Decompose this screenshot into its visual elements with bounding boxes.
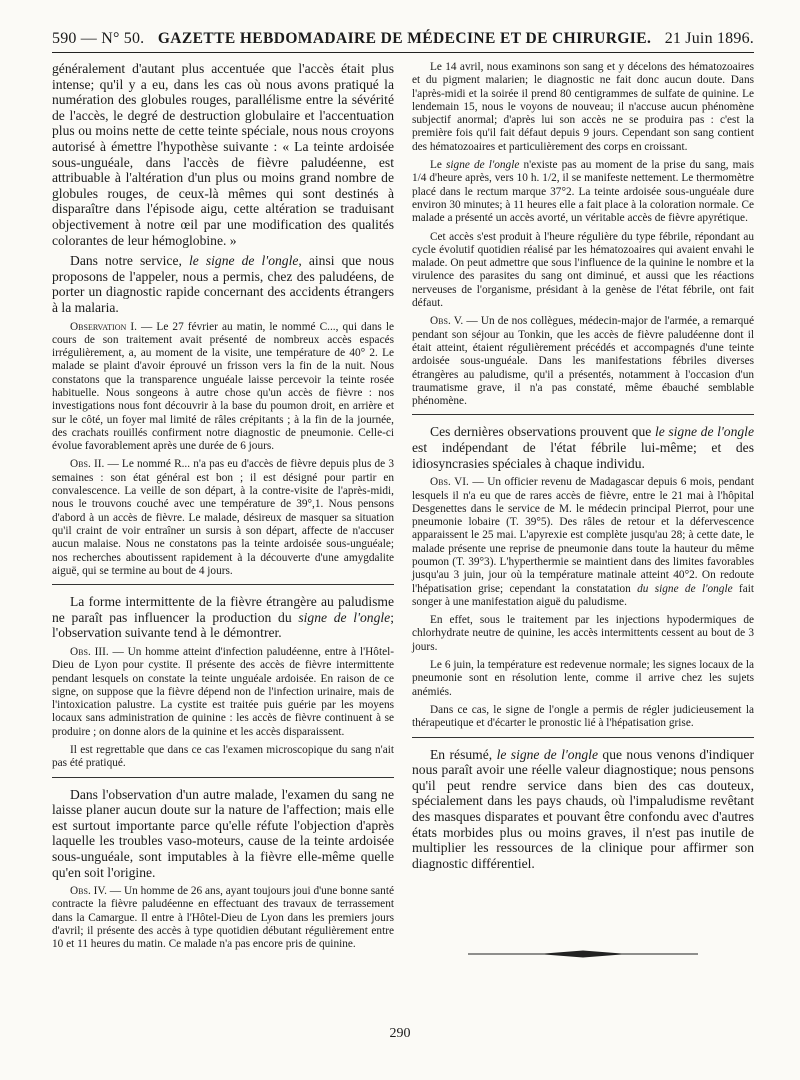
observation-label: Obs. III. <box>70 645 109 658</box>
observation-text: — Le 27 février au matin, le nommé C..., qui dans le cours de son traitement avait présenté de nombreux accès espacés irrégulièrement, a, au moment de la visite, une température de 40° 2. Le malade se plaint d'avoir éprouvé un frisson vers la fin de la nuit. Nous constatons que la transparence unguéale laisse percevoir la teinte rosée habituelle. Nous songeons à autre chose qu'un accès de fièvre : nos investigations nous font découvrir à la base du poumon droit, en arrière et sur le côté, un foyer mal limité de râles crépitants ; à la fin de la journée, des crachats rouillés confirment notre diagnostic de pneumonie. Celle-ci évolue favorablement après une durée de 6 jours. <box>52 320 394 453</box>
observation-3-note: Il est regrettable que dans ce cas l'examen microscopique du sang n'ait pas été pratiqué. <box>52 744 394 770</box>
right-column <box>412 61 754 959</box>
text-run: Dans notre service, <box>70 253 189 269</box>
italic-term: le signe de l'ongle <box>496 746 598 762</box>
journal-title: GAZETTE HEBDOMADAIRE DE MÉDECINE ET DE CHIRURGIE. <box>157 30 652 47</box>
paragraph-intermittent <box>52 594 394 641</box>
observation-label: Observation I. <box>70 320 137 333</box>
italic-term: signe de l'ongle <box>446 159 520 172</box>
text-run: , ainsi que nous proposons de l'appeler, nous a permis, chez des paludéens, de porter un diagnostic rapide concernant des accidents étrangers à la malaria. <box>52 253 394 315</box>
text-run: ; l'observation suivante tend à le démontrer. <box>52 609 394 641</box>
page-reference: 590 — N° 50. <box>52 30 145 47</box>
observation-4 <box>52 885 394 951</box>
text-run: La forme intermittente de la fièvre étrangère au paludisme ne paraît pas influencer la production du <box>52 594 394 625</box>
observation-label: Obs. II. <box>70 458 105 471</box>
italic-term: le signe de l'ongle <box>188 253 299 269</box>
text-run: Ces dernières observations prouvent que <box>430 424 655 440</box>
italic-term: signe de l'ongle <box>298 609 391 625</box>
observation-text: — Le nommé R... n'a pas eu d'accès de fièvre depuis plus de 3 semaines : son état général est bon ; il est désigné pour partir en convalescence. La veille de son départ, à la contre-visite de l'après-midi, nous le trouvons couché avec une température de 39°,1. Nous pensons d'abord à un accès de fièvre. Le malade, désireux de masquer sa situation qu'il craint de voir entraîner un sursis à son départ, affecte de n'accuser aucun malaise. Nous ne constatons pas la teinte ardoisée sous-unguéale; nos recherches aboutissent rapidement à la découverte d'une amygdalite aiguë, qui se termine au bout de 4 jours. <box>52 458 394 577</box>
observation-text: — Un homme de 26 ans, ayant toujours joui d'une bonne santé contracte la fièvre paludéenne en effectuant des travaux de terrassement dans la Camargue. Il entre à l'Hôtel-Dieu de Lyon dans les premiers jours d'avril; il présente des accès à type quotidien débutant régulièrement entre 10 et 11 heures du matin. Ce malade n'a pas encore pris de quinine. <box>52 885 394 951</box>
observation-2 <box>52 458 394 578</box>
observation-text: — Un officier revenu de Madagascar depuis 6 mois, pendant lesquels il n'a eu que de rares accès de fièvre, entre le 21 mai à l'hôpital Desgenettes dans le service de M. le médecin principal Pierrot, pour une pneumonie lobaire (T. 39°5). Des râles de retour et la défervescence apparaissent le 25 mai. L'apyrexie est complète jusqu'au 28; à cette date, le malade présente une reprise de pneumonie dans toute la hauteur du même poumon (T. 39°3). L'hyperthermie se maintient dans des limites favorables jusqu'au 3 juin, jour où la température matinale atteint 40°2. On redoute l'hépatisation grise; cependant la constatation <box>412 476 754 595</box>
paragraph-service <box>52 253 394 315</box>
paragraph-june-6: Le 6 juin, la température est redevenue normale; les signes locaux de la pneumonie sont en résolution lente, comme il arrive chez les sujets anémiés. <box>412 659 754 698</box>
paragraph-sign-appears <box>412 159 754 225</box>
observation-label: Obs. VI. <box>430 476 469 489</box>
left-column <box>52 61 394 959</box>
observation-label: Obs. IV. <box>70 885 107 898</box>
paragraph-treatment: En effet, sous le traitement par les injections hypodermiques de chlorhydrate neutre de quinine, les accès intermittents cessent au bout de 3 jours. <box>412 614 754 653</box>
section-divider <box>412 737 754 738</box>
text-run: fait songer à une manifestation aiguë du paludisme. <box>412 582 754 608</box>
paragraph-therapy: Dans ce cas, le signe de l'ongle a permis de régler judicieusement la thérapeutique et d'écarter le pronostic lié à l'hépatisation grise. <box>412 703 754 730</box>
paragraph-other-patient: Dans l'observation d'un autre malade, l'examen du sang ne laisse planer aucun doute sur la nature de l'affection; mais elle est surtout importante parce qu'elle réfute l'objection d'après laquelle les troubles vaso-moteurs, cause de la teinte ardoisée sous-unguéale, sont imputables à la fièvre elle-même quelle qu'en soit l'origine. <box>52 786 394 880</box>
running-header <box>52 30 754 53</box>
page-number: 290 <box>389 1026 411 1041</box>
issue-date: 21 Juin 1896. <box>664 30 754 47</box>
text-run: que nous venons d'indiquer nous paraît avoir une réelle valeur diagnostique; nous pensons qu'il peut rendre service dans bien des cas douteux, spécialement dans les pays chauds, où l'impaludisme revêtant des masques disparates et pouvant être confondu avec d'autres états morbides plus ou moins graves, il n'est pas inutile de multiplier les ressources de la clinique pour affirmer son diagnostic différentiel. <box>412 746 754 871</box>
italic-term: le signe de l'ongle <box>654 424 754 440</box>
observation-3 <box>52 646 394 739</box>
paragraph-conclusions <box>412 424 754 471</box>
observation-5 <box>412 315 754 408</box>
two-column-body <box>52 61 754 959</box>
paragraph-summary <box>412 747 754 872</box>
italic-term: du signe de l'ongle <box>637 582 733 595</box>
observation-1 <box>52 321 394 454</box>
observation-label: Obs. V. <box>430 315 464 328</box>
observation-text: — Un de nos collègues, médecin-major de l'armée, a remarqué pendant son séjour au Tonkin, que les accès de fièvre paludéenne dont il était atteint, étaient régulièrement précédés et accompagnés d'une teinte ardoisée sous-unguéale. Dans les manifestations fébriles diverses étrangères au paludisme, qu'il a présentés, notamment à l'occasion d'un traumatisme grave, il n'a pas constaté, même ébauché semblable phénomène. <box>412 315 754 408</box>
section-divider <box>52 584 394 585</box>
section-divider <box>412 414 754 415</box>
text-run: est indépendant de l'état fébrile lui-même; et des idiosyncrasies spéciales à chaque individu. <box>412 440 754 471</box>
end-ornament-rule <box>468 949 698 959</box>
observation-6 <box>412 476 754 609</box>
section-divider <box>52 777 394 778</box>
text-run: Le <box>430 159 447 172</box>
text-run: En résumé, <box>430 746 497 762</box>
observation-text: — Un homme atteint d'infection paludéenne, entre à l'Hôtel-Dieu de Lyon pour cystite. Il présente des accès de fièvre intermittente pendant lesquels on constate la teinte unguéale ardoisée. En raison de ce signe, on suppose que la fièvre dépend non de l'infection urinaire, mais de l'intoxication palustre. La cystite est traitée puis guérie par les moyens locaux sans administration de quinine : les accès de fièvre continuent à se produire ; on donne alors de la quinine et les accès disparaissent. <box>52 645 394 738</box>
paragraph-regular-hour: Cet accès s'est produit à l'heure régulière du type fébrile, répondant au cycle évolutif quotidien réalisé par les hématozoaires qui avaient envahi le malade. On peut admettre que sous l'influence de la quinine le nombre et la virulence des parasites du sang ont diminué, et aussi que les réactions nerveuses de l'organisme, présidant à la genèse de l'état fébrile, ont fait défaut. <box>412 230 754 310</box>
paragraph-hypothesis: généralement d'autant plus accentuée que l'accès était plus intense; qu'il y a eu, dans les cas où nous avons pratiqué la numération des globules rouges, parallélisme entre la sévérité de l'accès, le degré de destruction globulaire et l'accentuation plus ou moins nette de cette teinte spéciale, nous nous croyons autorisé à émettre l'hypothèse suivante : « La teinte ardoisée sous-unguéale, dans l'accès de fièvre paludéenne, est attribuable à l'altération d'un plus ou moins grand nombre de globules rouges, de ceux-là mêmes qui sont destinés à disparaître dans l'épisode aigu, cette altération se traduisant objectivement à notre œil par une modification des qualités colorantes de leur hémoglobine. » <box>52 61 394 248</box>
text-run: n'existe pas au moment de la prise du sang, mais 1/4 d'heure après, vers 10 h. 1/2, il se manifeste nettement. Le thermomètre placé dans le rectum marque 37°2. La teinte ardoisée sous-unguéale dure environ 30 minutes; à 11 heures elle a fait place à la coloration normale. Ce malade a présenté un accès avorté, un véritable accès de fièvre apyrétique. <box>412 159 754 225</box>
paragraph-blood-exam: Le 14 avril, nous examinons son sang et y décelons des hématozoaires et du pigment malarien; le diagnostic ne fait donc aucun doute. Dans l'après-midi et la soirée il prend 80 centigrammes de sulfate de quinine. Le lendemain 15, nous le voyons de nouveau; il n'accuse aucun phénomène subjectif anormal; d'après lui son accès ne se produira pas : c'est la première fois qu'il fait défaut depuis 9 jours. Cependant son sang contient des hématozoaires et particulièrement des corps en croissant. <box>412 61 754 153</box>
